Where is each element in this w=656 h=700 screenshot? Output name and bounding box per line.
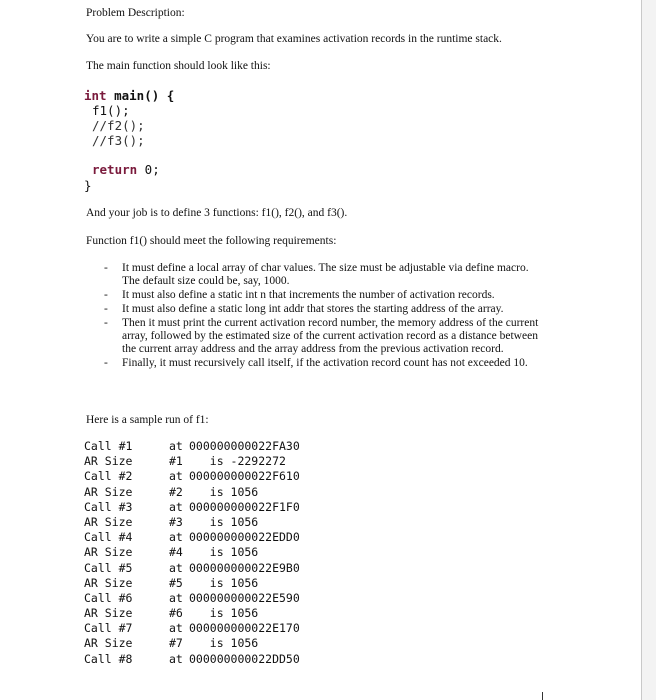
sample-value: 000000000022F610 [189, 469, 300, 484]
intro-paragraph: You are to write a simple C program that examines activation records in the runtime stack. [86, 33, 502, 45]
sample-value: 000000000022FA30 [189, 439, 300, 453]
code-return-value: 0; [137, 162, 160, 177]
sample-mid: #3 [169, 514, 183, 529]
sample-mid: #6 [169, 606, 183, 621]
sample-value: 000000000022E170 [189, 621, 300, 636]
list-item: - It must define a local array of char values. The size must be adjustable via define macro. The default size could be, say, 1000. [104, 262, 548, 288]
code-line-f3-comment: //f3(); [92, 133, 145, 148]
sample-label: AR Size [84, 514, 133, 529]
code-main-signature: main() { [106, 88, 175, 103]
sample-row [84, 515, 300, 530]
sample-value: 000000000022E590 [189, 590, 300, 605]
f1-requirements-heading: Function f1() should meet the following requirements: [86, 235, 337, 247]
code-line-close: } [84, 178, 92, 193]
sample-label: Call #5 [84, 560, 133, 575]
sample-row [84, 500, 300, 515]
sample-row [84, 439, 300, 454]
code-line-f2-comment: //f2(); [92, 118, 145, 133]
sample-value: is 1056 [189, 545, 259, 560]
sample-value: is 1056 [189, 484, 259, 499]
sample-row [84, 530, 300, 545]
sample-label: Call #4 [84, 530, 133, 545]
list-item: - It must also define a static long int addr that stores the starting address of the array. [104, 303, 548, 316]
list-item: - Finally, it must recursively call itself, if the activation record count has not exceeded 10. [104, 357, 548, 370]
sample-row [84, 636, 300, 651]
sample-value: 000000000022EDD0 [189, 530, 300, 545]
sample-mid: #4 [169, 545, 183, 560]
sample-row [84, 621, 300, 636]
problem-heading: Problem Description: [86, 7, 185, 19]
sample-label: Call #2 [84, 469, 133, 484]
list-item: - Then it must print the current activation record number, the memory address of the current array, followed by the estimated size of the current activation record as a distance between the current array address and the array address from the previous activation record. [104, 317, 548, 356]
sample-mid: #7 [169, 636, 183, 651]
sample-mid: at [169, 651, 183, 666]
sample-row [84, 576, 300, 591]
sample-label: AR Size [84, 454, 133, 469]
sample-label: Call #3 [84, 499, 133, 514]
sample-label: AR Size [84, 575, 133, 590]
sample-mid: at [169, 469, 183, 484]
sample-row [84, 561, 300, 576]
sample-mid: at [169, 439, 183, 453]
sample-value: is 1056 [189, 575, 259, 590]
sample-label: Call #7 [84, 621, 133, 636]
sample-run-heading: Here is a sample run of f1: [86, 414, 209, 426]
sample-row [84, 545, 300, 560]
code-line-f1: f1(); [92, 103, 130, 118]
sample-label: AR Size [84, 636, 133, 651]
sample-mid: #1 [169, 454, 183, 469]
sample-mid: #5 [169, 575, 183, 590]
sample-label: AR Size [84, 606, 133, 621]
sample-row [84, 652, 300, 667]
sample-label: Call #6 [84, 590, 133, 605]
viewer-gutter [642, 0, 656, 700]
sample-row [84, 606, 300, 621]
task-paragraph: And your job is to define 3 functions: f1(), f2(), and f3(). [86, 207, 348, 219]
sample-mid: at [169, 621, 183, 636]
code-line-return [92, 162, 160, 177]
sample-run-output [84, 439, 300, 667]
page-edge-marker [542, 692, 543, 700]
sample-mid: at [169, 530, 183, 545]
sample-mid: at [169, 560, 183, 575]
sample-label: AR Size [84, 545, 133, 560]
sample-value: 000000000022E9B0 [189, 560, 300, 575]
sample-mid: #2 [169, 484, 183, 499]
sample-label: Call #1 [84, 439, 133, 453]
sample-row [84, 591, 300, 606]
sample-label: Call #8 [84, 651, 133, 666]
sample-row [84, 454, 300, 469]
sample-row [84, 469, 300, 484]
code-keyword-return: return [92, 162, 138, 177]
code-line-main [84, 88, 174, 103]
sample-value: 000000000022F1F0 [189, 499, 300, 514]
sample-value: is 1056 [189, 636, 259, 651]
sample-mid: at [169, 590, 183, 605]
sample-mid: at [169, 499, 183, 514]
sample-row [84, 485, 300, 500]
sample-label: AR Size [84, 484, 133, 499]
main-intro: The main function should look like this: [86, 60, 271, 72]
sample-value: is -2292272 [189, 454, 286, 469]
sample-value: is 1056 [189, 514, 259, 529]
list-item: - It must also define a static int n that increments the number of activation records. [104, 289, 548, 302]
requirements-list [104, 262, 548, 371]
sample-value: 000000000022DD50 [189, 651, 300, 666]
code-keyword-int: int [84, 88, 107, 103]
sample-value: is 1056 [189, 606, 259, 621]
